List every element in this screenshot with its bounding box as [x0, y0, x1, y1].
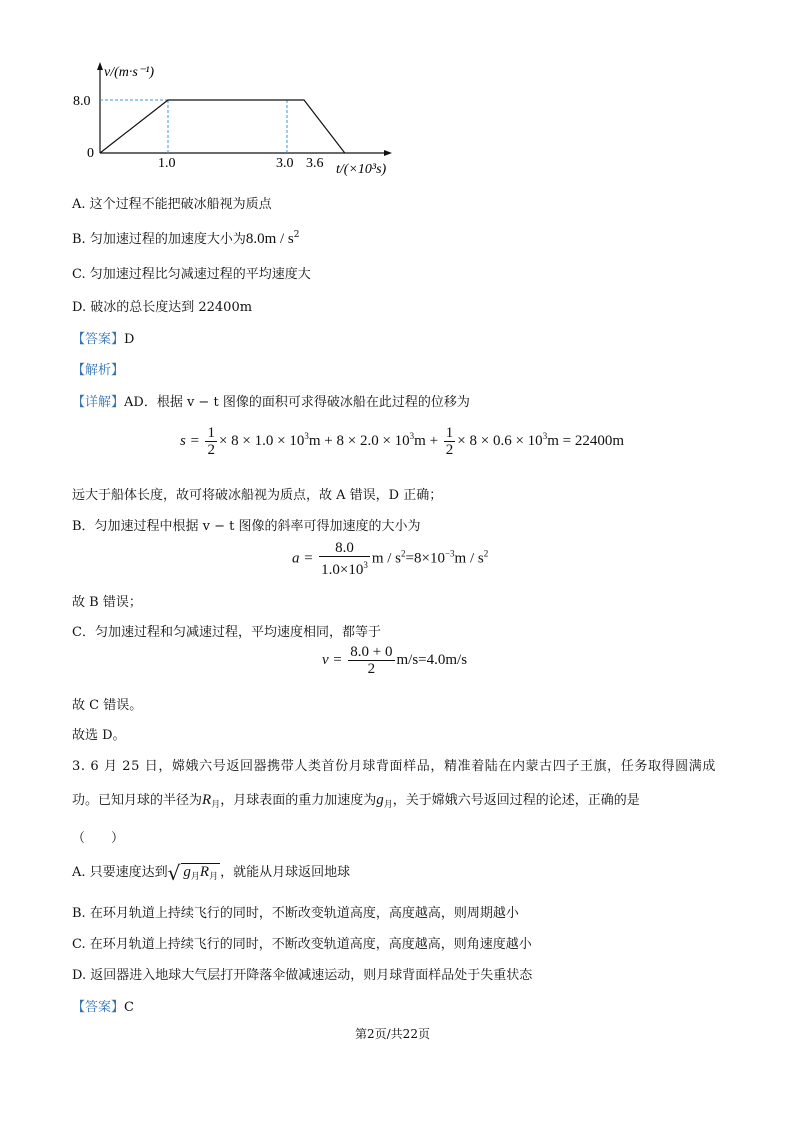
q2-option-b: B. 匀加速过程的加速度大小为$8.0m / s^2$ — [72, 230, 300, 247]
q3-option-a: A. 只要速度达到√ $g_月R_月$ ，就能从月球返回地球 — [72, 861, 351, 885]
q3-option-d: D. 返回器进入地球大气层打开降落伞做减速运动，则月球背面样品处于失重状态 — [72, 968, 533, 983]
q2-conclusion-ad: 远大于船体长度，故可将破冰船视为质点，故 A 错误，D 正确； — [72, 488, 443, 503]
q3-answer: 【答案】C — [72, 1000, 134, 1015]
y-tick-8: 8.0 — [73, 94, 91, 109]
y-tick-0: 0 — [87, 146, 94, 161]
q2-b-end: 故 B 错误； — [72, 595, 142, 610]
q3-option-b: B. 在环月轨道上持续飞行的同时，不断改变轨道高度，高度越高，则周期越小 — [72, 906, 519, 921]
q3-paren: （ ） — [72, 831, 125, 846]
x-axis-arrow — [384, 150, 392, 156]
q2-analysis-tag: 【解析】 — [72, 363, 125, 378]
answer-tag: 【答案】 — [72, 1000, 125, 1015]
q2-c-analysis: C．匀加速过程和匀减速过程，平均速度相同，都等于 — [72, 625, 381, 640]
q2-c-end: 故 C 错误。 — [72, 698, 143, 713]
equation-average-velocity: v = $\frac{8.0 + 0}{2}$ m/s=4.0m/s — [322, 644, 468, 677]
q3-stem-line1: 3. 6 月 25 日，嫦娥六号返回器携带人类首份月球背面样品，精准着陆在内蒙古四子王旗，任务取得圆满成 — [72, 759, 716, 774]
q2-option-c: C. 匀加速过程比匀减速过程的平均速度大 — [72, 267, 311, 282]
x-tick-3: 3.0 — [276, 156, 294, 171]
q3-option-c: C. 在环月轨道上持续飞行的同时，不断改变轨道高度，高度越高，则角速度越小 — [72, 937, 532, 952]
velocity-line — [100, 100, 345, 153]
equation-displacement: s = $\frac{1}{2}$ × $8 \times 1.0 \times 10^3m + 8 \times 2.0 \times 10^3m$ + $\frac{1}{2}$ × $8 \times 0.6 \times 10^3m = 22400m$ — [180, 425, 624, 458]
y-axis-arrow — [97, 62, 103, 70]
answer-tag: 【答案】 — [72, 332, 125, 347]
y-axis-label: v/(m·s⁻¹) — [104, 65, 155, 80]
q2-final: 故选 D。 — [72, 728, 126, 743]
q2-b-analysis: B．匀加速过程中根据 v − t 图像的斜率可得加速度的大小为 — [72, 519, 421, 534]
x-tick-3-6: 3.6 — [306, 156, 324, 171]
page-footer: 第2页/共22页 — [355, 1027, 430, 1041]
q2-detail: 【详解】AD．根据 v − t 图像的面积可求得破冰船在此过程的位移为 — [72, 395, 470, 410]
equation-acceleration: a = $\frac{8.0}{1.0\times 10^3}$ $m / s^2=8\times 10^{-3}m / s^2$ — [292, 540, 489, 578]
x-axis-label: t/(×10³s) — [336, 162, 387, 177]
q2-answer: 【答案】D — [72, 332, 135, 347]
v-t-graph — [70, 58, 410, 183]
q2-option-d: D. 破冰的总长度达到 22400m — [72, 300, 253, 315]
q3-stem-line2: 功。已知月球的半径为$R_月$，月球表面的重力加速度为$g_月$，关于嫦娥六号返回过程的论述，正确的是 — [72, 792, 640, 810]
x-tick-1: 1.0 — [158, 156, 176, 171]
q2-option-a: A. 这个过程不能把破冰船视为质点 — [72, 197, 272, 212]
